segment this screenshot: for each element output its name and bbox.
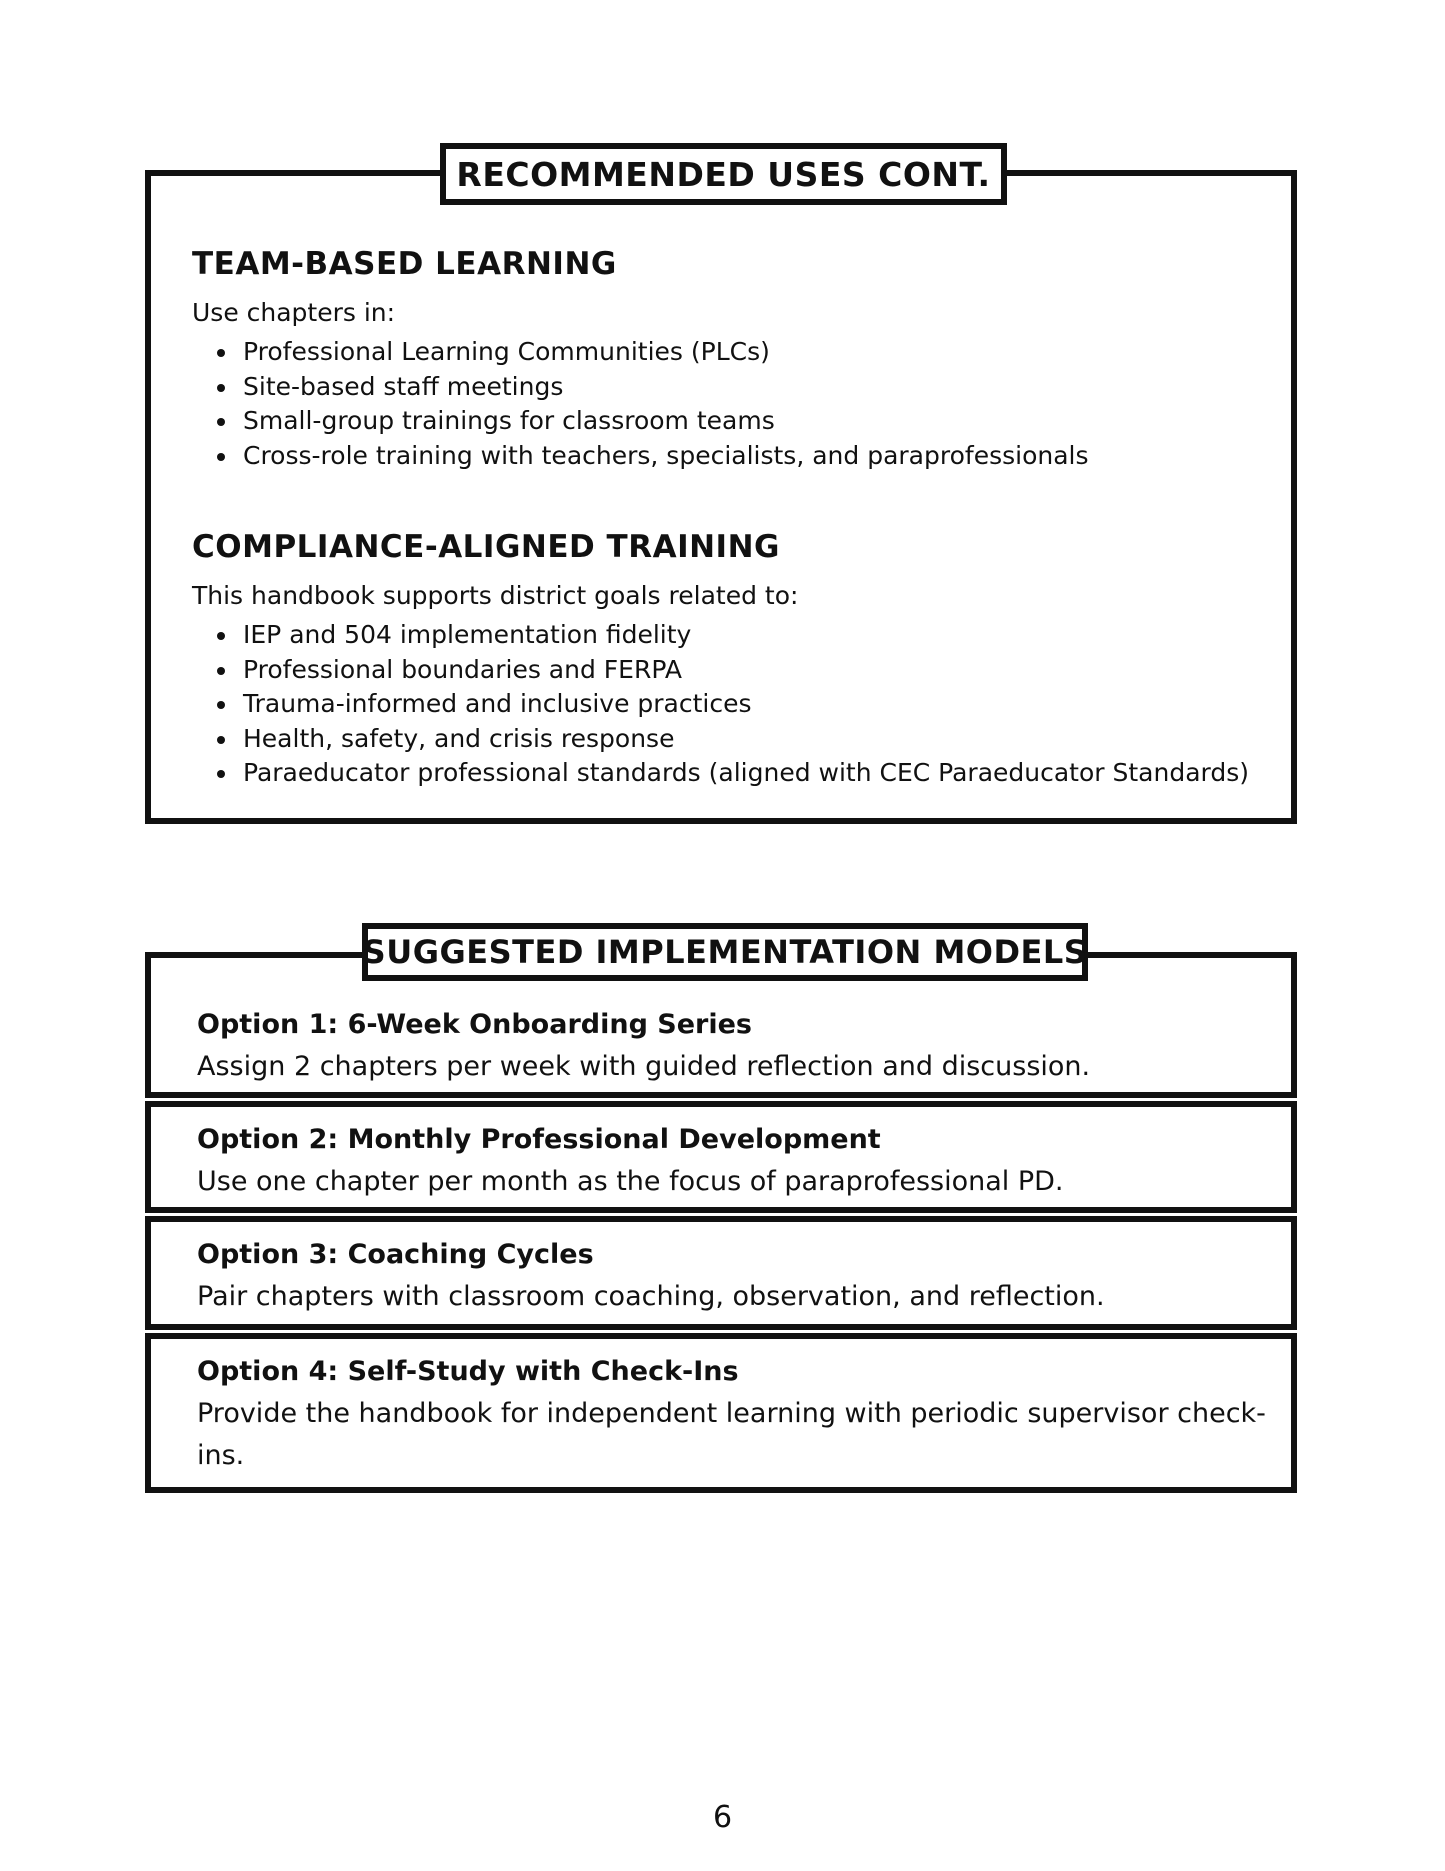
team-based-learning-heading: TEAM-BASED LEARNING [192,246,617,282]
option-1-title: Option 1: 6-Week Onboarding Series [197,1009,753,1040]
team-based-learning-intro: Use chapters in: [192,298,396,327]
bullet-item: • IEP and 504 implementation fidelity [239,618,1251,653]
option-4-title: Option 4: Self-Study with Check-Ins [197,1356,739,1387]
compliance-bullet-list [192,618,1251,791]
option-3-title: Option 3: Coaching Cycles [197,1239,594,1270]
option-3-description: Pair chapters with classroom coaching, observation, and reflection. [197,1281,1105,1312]
option-row-4 [145,1333,1297,1493]
option-2-description: Use one chapter per month as the focus of paraprofessional PD. [197,1166,1064,1197]
bullet-item: • Cross-role training with teachers, specialists, and paraprofessionals [239,439,1251,474]
bullet-item: • Professional boundaries and FERPA [239,653,1251,688]
team-based-learning-bullet-list [192,335,1251,473]
option-row-2 [145,1101,1297,1213]
bullet-item: • Trauma-informed and inclusive practices [239,687,1251,722]
option-2-title: Option 2: Monthly Professional Development [197,1124,881,1155]
bullet-item: • Health, safety, and crisis response [239,722,1251,757]
compliance-aligned-training-section [192,529,1251,791]
team-based-learning-section [192,246,1251,473]
bullet-item: • Paraeducator professional standards (aligned with CEC Paraeducator Standards) [239,756,1251,791]
recommended-uses-title-banner: RECOMMENDED USES CONT. [440,143,1007,205]
page-number: 6 [712,1800,733,1835]
recommended-uses-box [145,170,1297,824]
bullet-item: • Site-based staff meetings [239,370,1251,405]
option-1-description: Assign 2 chapters per week with guided reflection and discussion. [197,1051,1091,1082]
implementation-models-title-banner: SUGGESTED IMPLEMENTATION MODELS [362,923,1088,981]
compliance-aligned-training-intro: This handbook supports district goals related to: [192,581,799,610]
bullet-item: • Professional Learning Communities (PLCs) [239,335,1251,370]
compliance-aligned-training-heading: COMPLIANCE-ALIGNED TRAINING [192,529,780,565]
bullet-item: • Small-group trainings for classroom teams [239,404,1251,439]
option-row-3 [145,1216,1297,1330]
option-4-description: Provide the handbook for independent learning with periodic supervisor check-ins. [197,1398,1266,1471]
